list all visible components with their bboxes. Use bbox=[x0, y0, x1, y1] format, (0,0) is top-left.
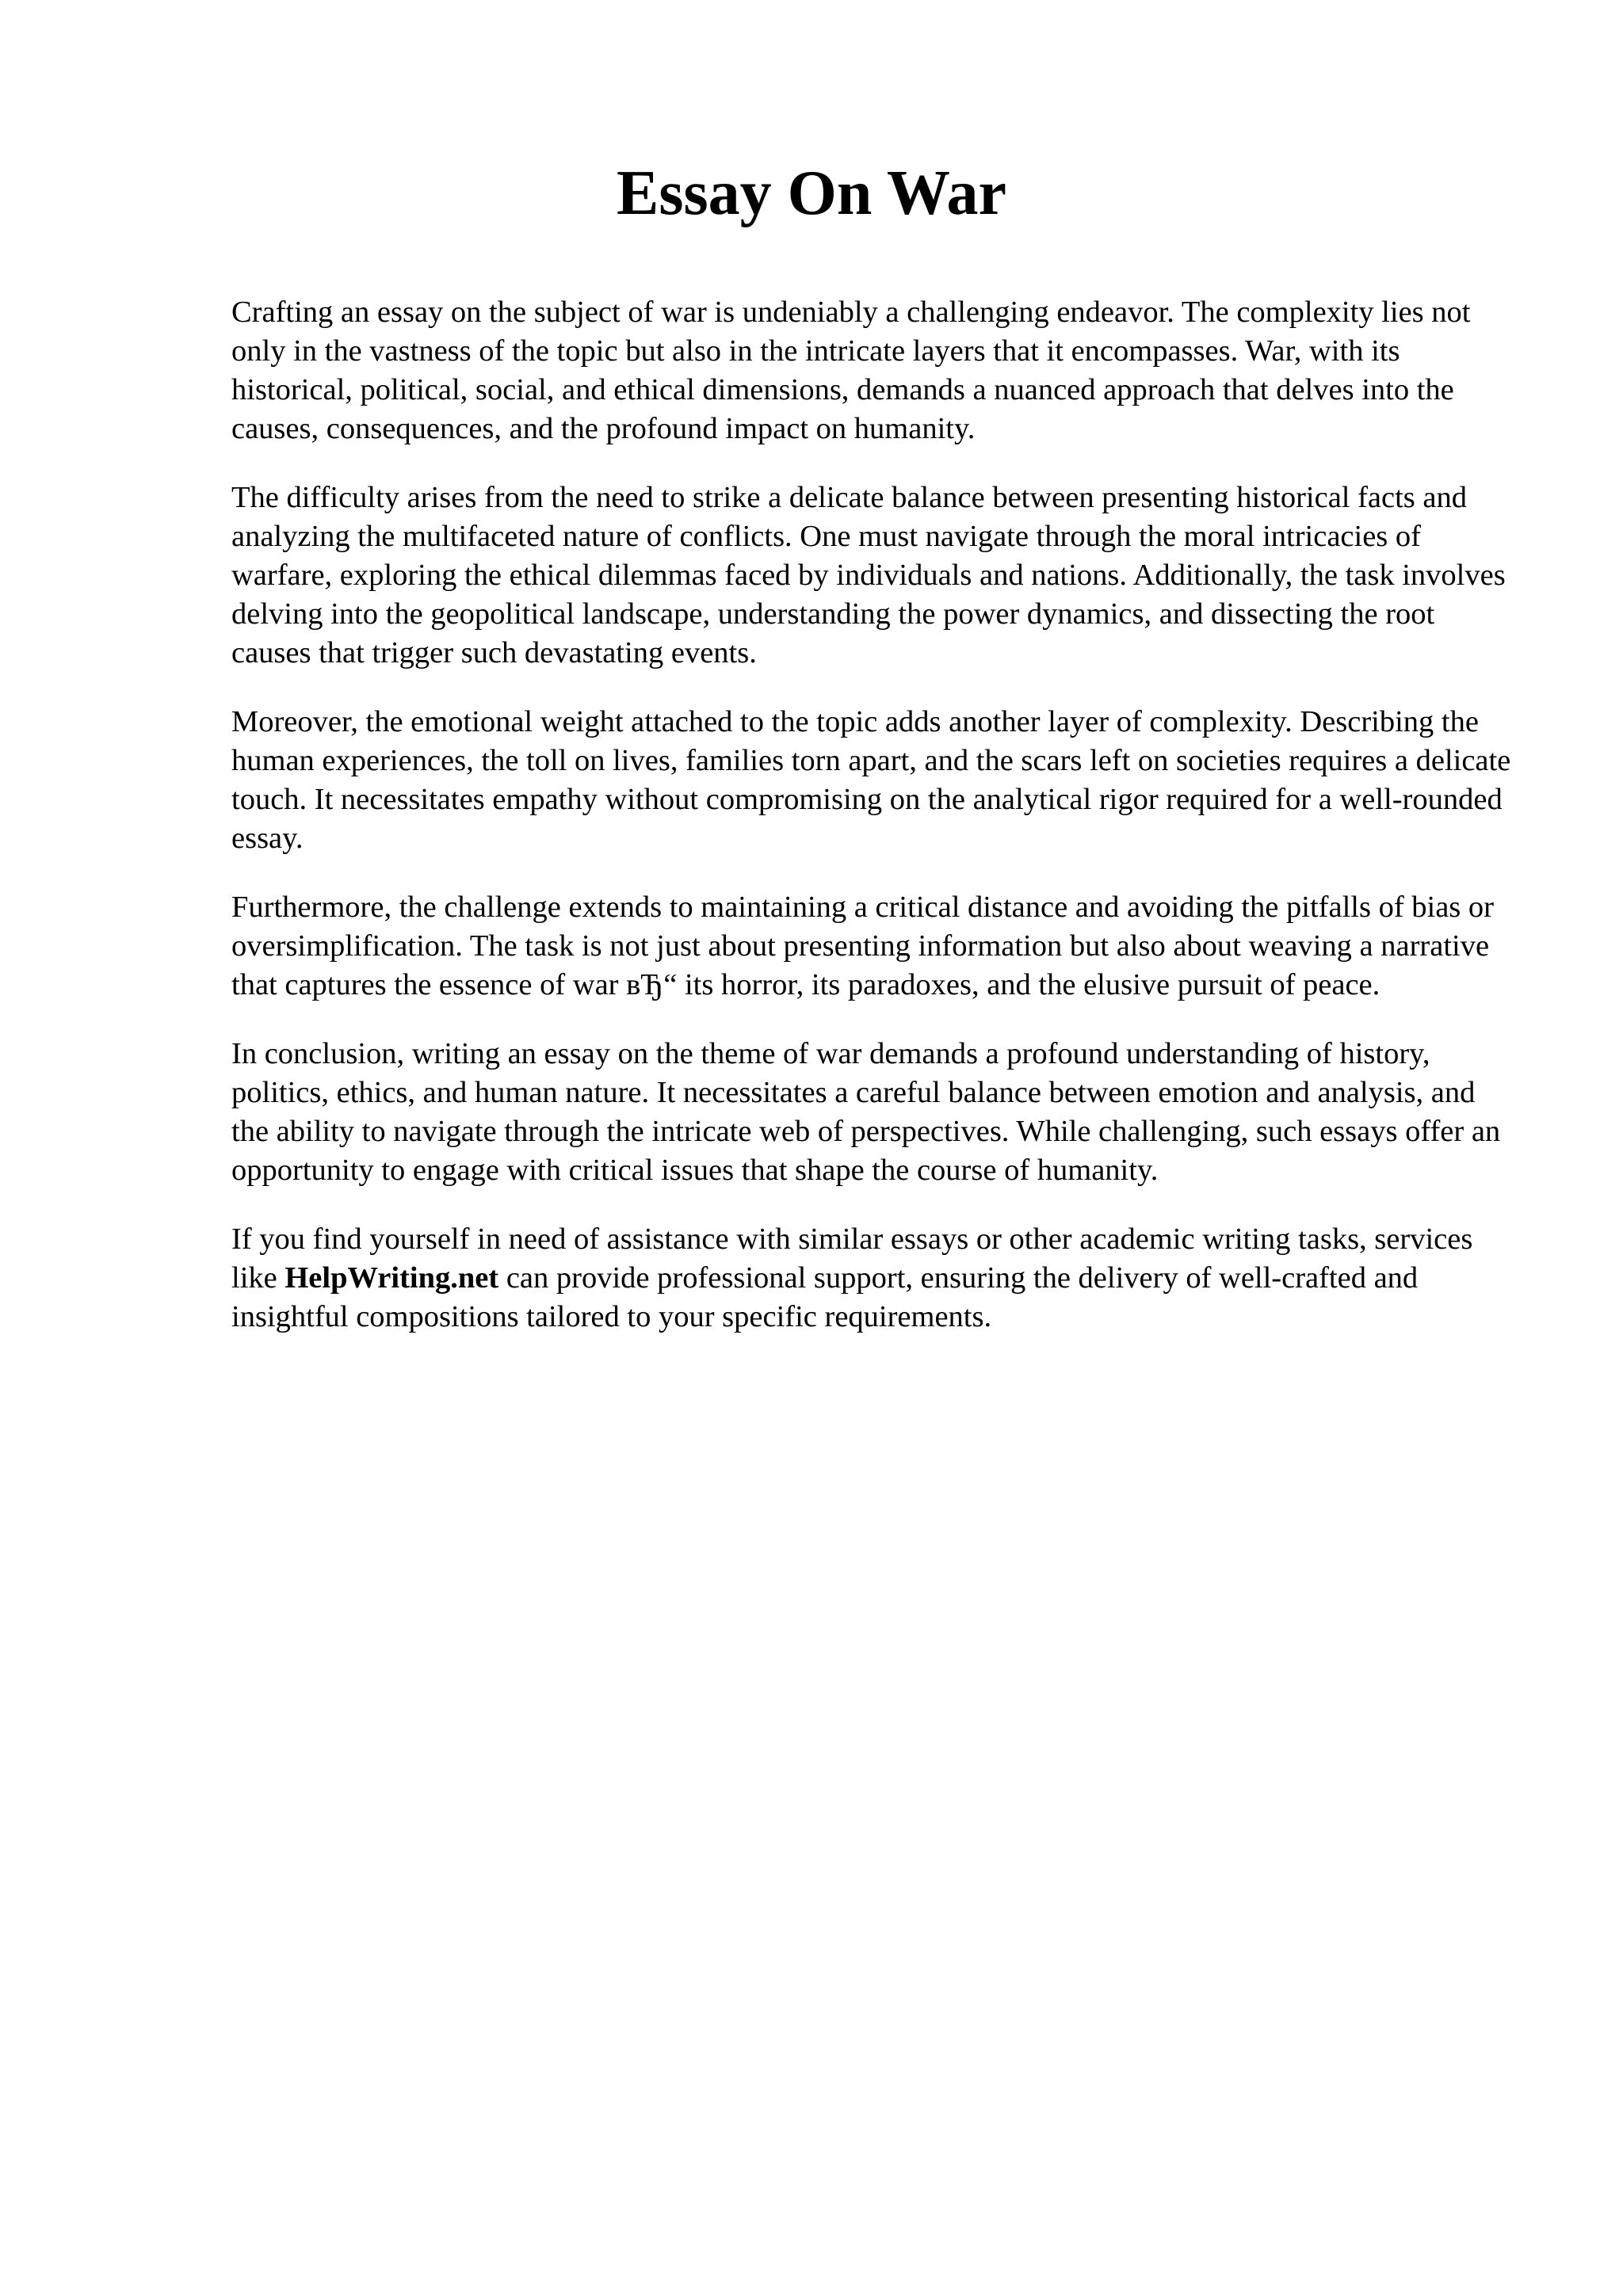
essay-title: Essay On War bbox=[617, 158, 1006, 228]
essay-body bbox=[231, 293, 1515, 1367]
closing-text-after: can provide professional support, ensuring the delivery of well-crafted and insightful compositions tailored to your specific requirements. bbox=[231, 1261, 1419, 1333]
closing-text-before: If you find yourself in need of assistance with similar essays or other academic writing tasks, services like bbox=[231, 1222, 1473, 1295]
paragraph-emotional-weight: Moreover, the emotional weight attached to the topic adds another layer of complexity. Describing the human experiences, the toll on lives, families torn apart, and the scars left on societies requires a delicate touch. It necessitates empathy without compromising on the analytical rigor required for a well-rounded essay. bbox=[231, 705, 1511, 855]
brand-name: HelpWriting.net bbox=[285, 1261, 499, 1295]
paragraph-conclusion: In conclusion, writing an essay on the theme of war demands a profound understanding of history, politics, ethics, and human nature. It necessitates a careful balance between emotion and analysis, and the ability to navigate through the intricate web of perspectives. While challenging, such essays offer an opportunity to engage with critical issues that shape the course of humanity. bbox=[231, 1037, 1501, 1187]
paragraph-difficulty: The difficulty arises from the need to strike a delicate balance between presenting historical facts and analyzing the multifaceted nature of conflicts. One must navigate through the moral intricacies of warfare, exploring the ethical dilemmas faced by individuals and nations. Additionally, the task involves delving into the geopolitical landscape, understanding the power dynamics, and dissecting the root causes that trigger such devastating events. bbox=[231, 481, 1506, 669]
paragraph-closing bbox=[231, 1220, 1515, 1337]
paragraph-critical-distance: Furthermore, the challenge extends to maintaining a critical distance and avoiding the pitfalls of bias or oversimplification. The task is not just about presenting information but also about weaving a narrative that captures the essence of war вЂ“ its horror, its paradoxes, and the elusive pursuit of peace. bbox=[231, 891, 1494, 1001]
paragraph-intro: Crafting an essay on the subject of war is undeniably a challenging endeavor. The complexity lies not only in the vastness of the topic but also in the intricate layers that it encompasses. War, with its historical, political, social, and ethical dimensions, demands a nuanced approach that delves into the causes, consequences, and the profound impact on humanity. bbox=[231, 296, 1471, 445]
